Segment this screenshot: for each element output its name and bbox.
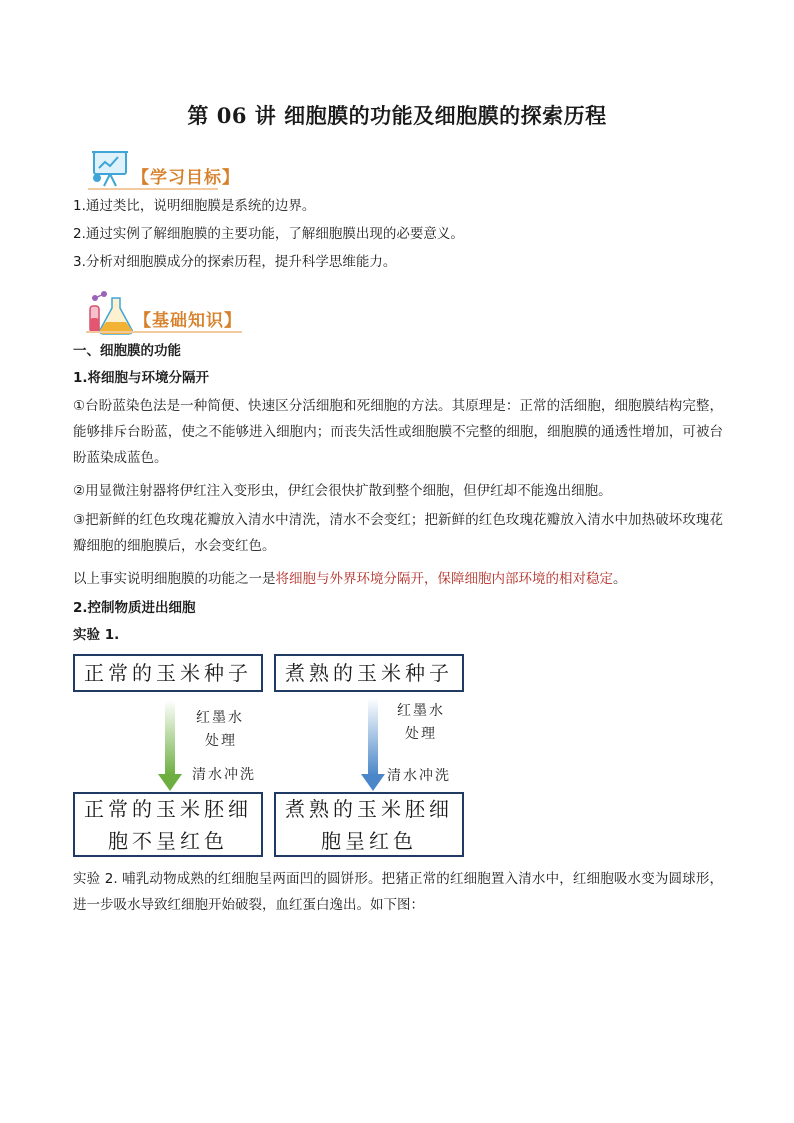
- presentation-board-icon: [88, 148, 132, 188]
- paragraph-2: ②用显微注射器将伊红注入变形虫，伊红会很快扩散到整个细胞，但伊红却不能逸出细胞。: [73, 483, 612, 499]
- right-note-rinse: 清水冲洗: [387, 768, 451, 784]
- basics-underline: [86, 331, 242, 333]
- box-cooked-embryo-line1: 煮熟的玉米胚细: [285, 796, 453, 821]
- paragraph-4: [73, 566, 723, 592]
- objectives-underline: [88, 188, 218, 190]
- green-down-arrow-icon: [150, 700, 190, 792]
- experiment-2-text: 哺乳动物成熟的红细胞呈两面凹的圆饼形。把猪正常的红细胞置入清水中，红细胞吸水变为圆球形，进一步吸水导致红细胞开始破裂，血红蛋白逸出。如下图：: [73, 871, 723, 913]
- box-normal-embryo-line2: 胞不呈红色: [108, 828, 228, 853]
- left-note-rinse: 清水冲洗: [192, 767, 256, 783]
- experiment-2-paragraph: [73, 866, 723, 918]
- page-title: 第 06 讲 细胞膜的功能及细胞膜的探索历程: [187, 103, 607, 128]
- objectives-heading: 【学习目标】: [132, 168, 240, 188]
- box-normal-seed: 正常的玉米种子: [73, 654, 263, 692]
- paragraph-4-prefix: 以上事实说明细胞膜的功能之一是: [73, 571, 276, 587]
- subheading-2: 2.控制物质进出细胞: [73, 600, 196, 616]
- box-cooked-embryo: [274, 792, 464, 857]
- experiment-2-label: 实验 2.: [73, 871, 123, 887]
- paragraph-1: ①台盼蓝染色法是一种简便、快速区分活细胞和死细胞的方法。其原理是：正常的活细胞，细胞膜结构完整，能够排斥台盼蓝，使之不能够进入细胞内；而丧失活性或细胞膜不完整的细胞，细胞膜的通透性增加，可被台盼蓝染成蓝色。: [73, 398, 723, 466]
- objective-item-3: 3.分析对细胞膜成分的探索历程，提升科学思维能力。: [73, 254, 397, 270]
- left-note-red-ink: 红墨水: [196, 710, 244, 726]
- left-note-treatment: 处理: [205, 733, 237, 749]
- basics-heading: 【基础知识】: [134, 311, 242, 331]
- right-note-treatment: 处理: [405, 726, 437, 742]
- paragraph-4-suffix: 。: [613, 571, 627, 587]
- experiment-1-label: 实验 1.: [73, 627, 120, 643]
- paragraph-4-highlight: 将细胞与外界环境分隔开，保障细胞内部环境的相对稳定: [275, 571, 613, 587]
- chemistry-flask-icon: [86, 290, 136, 336]
- paragraph-3: ③把新鲜的红色玫瑰花瓣放入清水中清洗，清水不会变红；把新鲜的红色玫瑰花瓣放入清水中加热破坏玫瑰花瓣细胞的细胞膜后，水会变红色。: [73, 512, 723, 554]
- objective-item-1: 1.通过类比，说明细胞膜是系统的边界。: [73, 198, 316, 214]
- box-cooked-embryo-line2: 胞呈红色: [321, 828, 417, 853]
- right-note-red-ink: 红墨水: [397, 703, 445, 719]
- box-cooked-seed: 煮熟的玉米种子: [274, 654, 464, 692]
- subheading-1: 1.将细胞与环境分隔开: [73, 370, 210, 386]
- section-heading-1: 一、细胞膜的功能: [73, 343, 181, 359]
- box-normal-embryo-line1: 正常的玉米胚细: [84, 796, 252, 821]
- box-normal-embryo: [73, 792, 263, 857]
- objective-item-2: 2.通过实例了解细胞膜的主要功能，了解细胞膜出现的必要意义。: [73, 226, 464, 242]
